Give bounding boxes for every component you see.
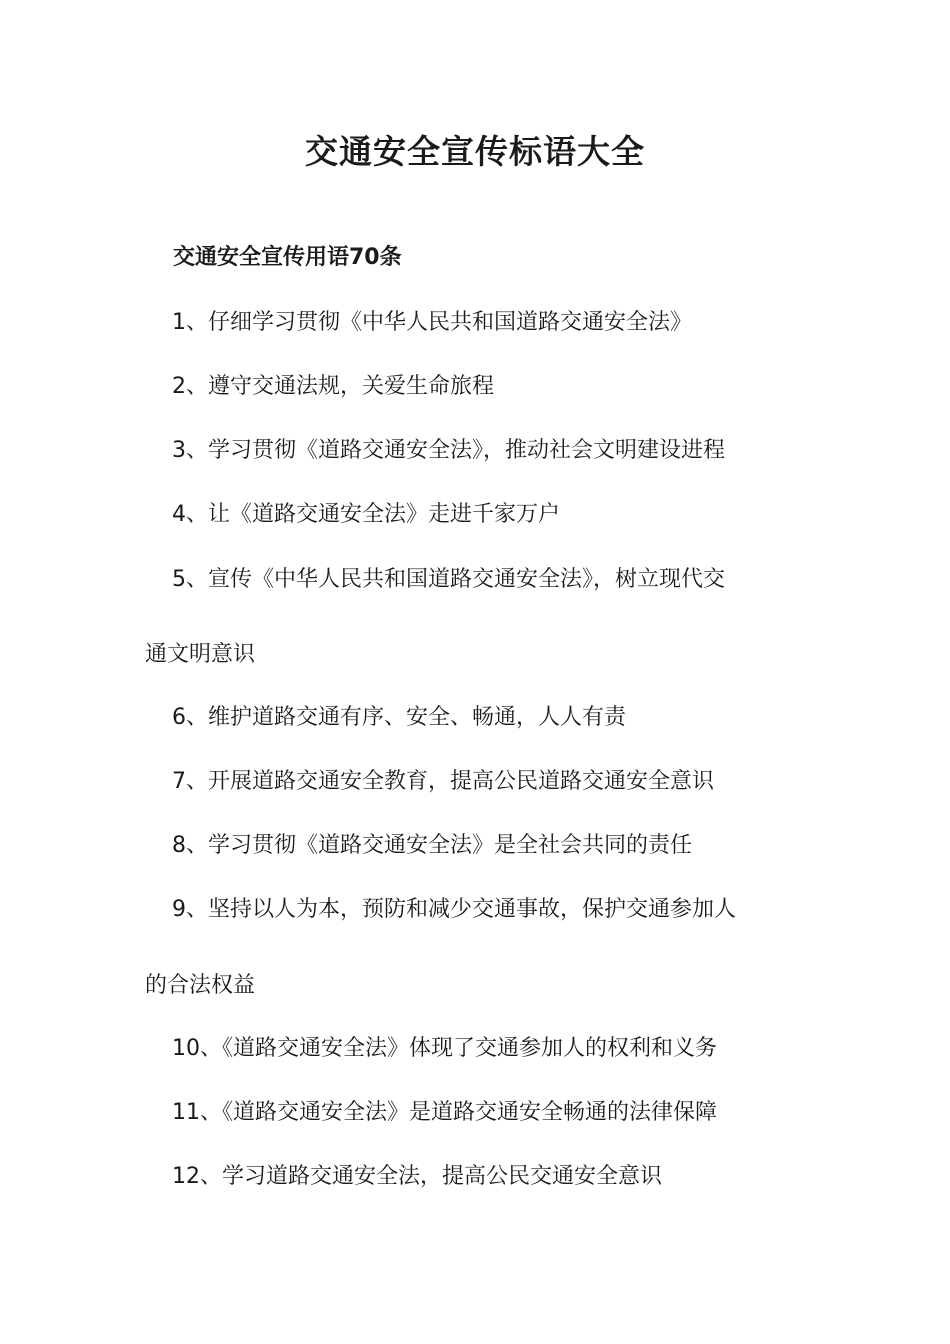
slogan-line: 9、坚持以人为本，预防和减少交通事故，保护交通参加人 [172, 897, 736, 922]
slogan-line: 3、学习贯彻《道路交通安全法》，推动社会文明建设进程 [172, 438, 725, 463]
document-title: 交通安全宣传标语大全 [305, 132, 645, 171]
slogan-line: 4、让《道路交通安全法》走进千家万户 [172, 502, 560, 527]
slogan-line: 1、仔细学习贯彻《中华人民共和国道路交通安全法》 [172, 310, 692, 335]
slogan-line: 7、开展道路交通安全教育，提高公民道路交通安全意识 [172, 769, 714, 794]
slogan-line-continuation: 的合法权益 [145, 973, 256, 998]
slogan-line: 8、学习贯彻《道路交通安全法》是全社会共同的责任 [172, 833, 692, 858]
slogan-line: 5、宣传《中华人民共和国道路交通安全法》，树立现代交 [172, 567, 725, 592]
slogan-line: 11、《道路交通安全法》是道路交通安全畅通的法律保障 [172, 1100, 717, 1125]
slogan-line: 2、遵守交通法规，关爱生命旅程 [172, 374, 494, 399]
document-subtitle: 交通安全宣传用语70条 [173, 245, 402, 270]
slogan-line: 6、维护道路交通有序、安全、畅通，人人有责 [172, 705, 626, 730]
slogan-line: 10、《道路交通安全法》体现了交通参加人的权利和义务 [172, 1036, 717, 1061]
slogan-line-continuation: 通文明意识 [145, 642, 256, 667]
slogan-line: 12、学习道路交通安全法，提高公民交通安全意识 [172, 1164, 662, 1189]
